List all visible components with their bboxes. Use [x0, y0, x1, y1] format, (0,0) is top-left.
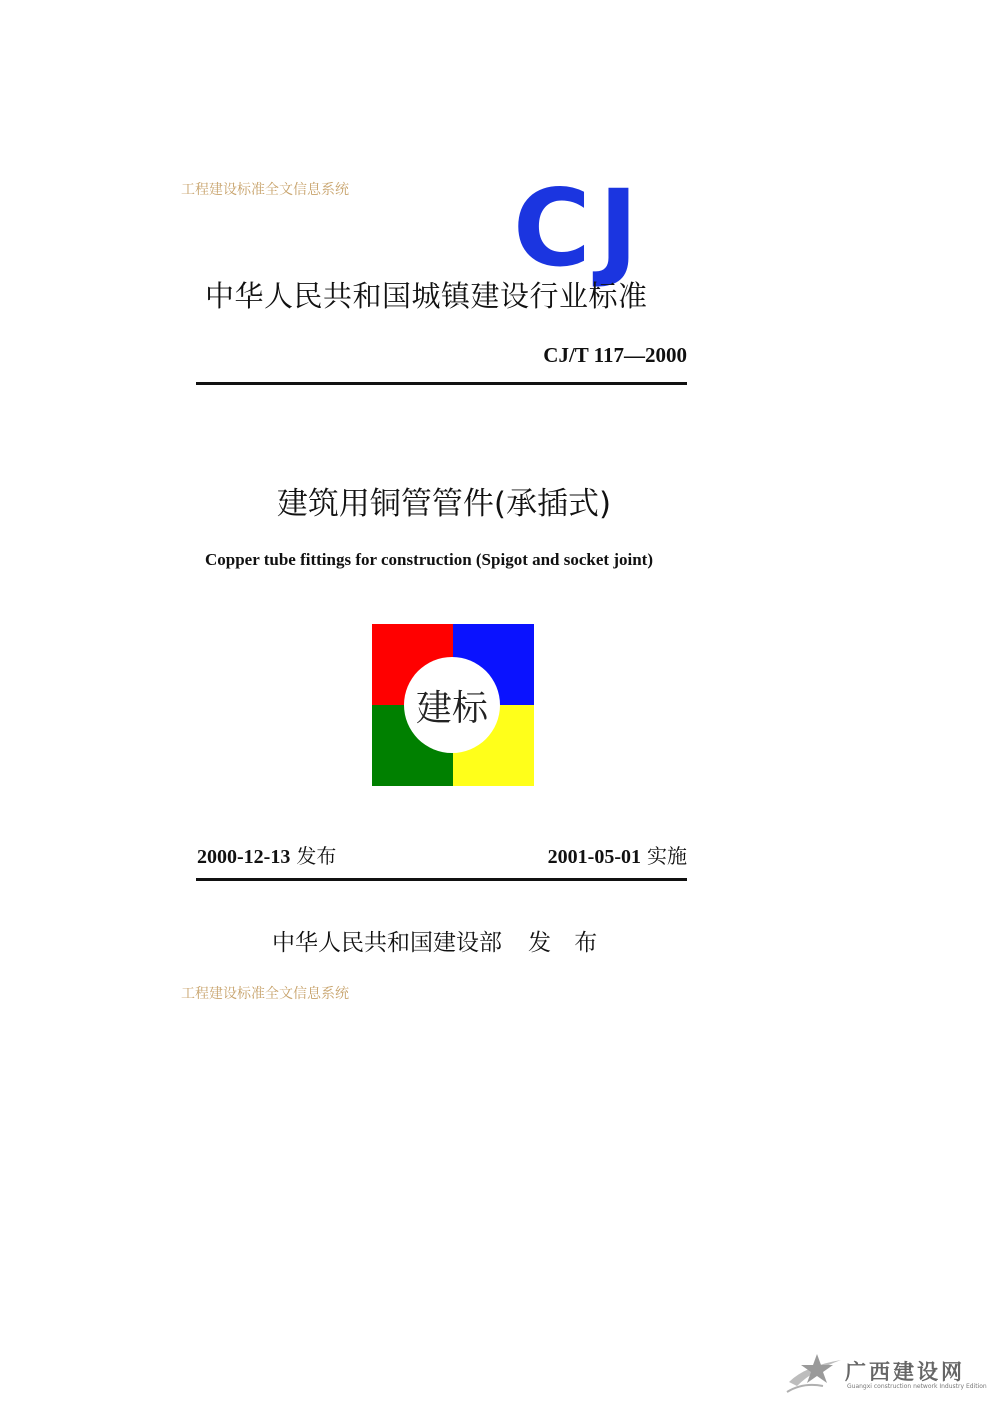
standard-number: CJ/T 117—2000: [543, 343, 687, 367]
watermark-top: 工程建设标准全文信息系统: [181, 182, 349, 198]
cj-logo: CJ: [513, 167, 647, 290]
publisher-name: 中华人民共和国建设部: [272, 930, 502, 956]
publisher-line: [272, 924, 605, 957]
site-name: 广西建设网: [845, 1359, 965, 1384]
divider-bottom: [196, 878, 687, 881]
implementation-label: 实施: [647, 844, 687, 868]
site-subtitle: Guangxi construction network Industry Edition: [847, 1383, 987, 1390]
star-swoosh-icon: [783, 1352, 843, 1396]
issue-date-line: [197, 840, 336, 869]
document-title-chinese: 建筑用铜管管件(承插式): [276, 486, 612, 522]
emblem-circle: [404, 657, 500, 753]
implementation-date-line: [548, 840, 687, 869]
issue-label: 发布: [296, 844, 337, 868]
divider-top: [196, 382, 687, 385]
jianbiao-emblem: [372, 624, 534, 786]
site-logo: [783, 1352, 987, 1396]
emblem-text: 建标: [415, 687, 488, 729]
issue-date: 2000-12-13: [197, 846, 291, 868]
standard-category: 中华人民共和国城镇建设行业标准: [205, 279, 648, 313]
implementation-date: 2001-05-01: [547, 846, 641, 868]
document-title-english: Copper tube fittings for construction (Spigot and socket joint): [205, 550, 653, 569]
publisher-label: 发 布: [528, 930, 606, 956]
watermark-bottom: 工程建设标准全文信息系统: [181, 986, 349, 1002]
